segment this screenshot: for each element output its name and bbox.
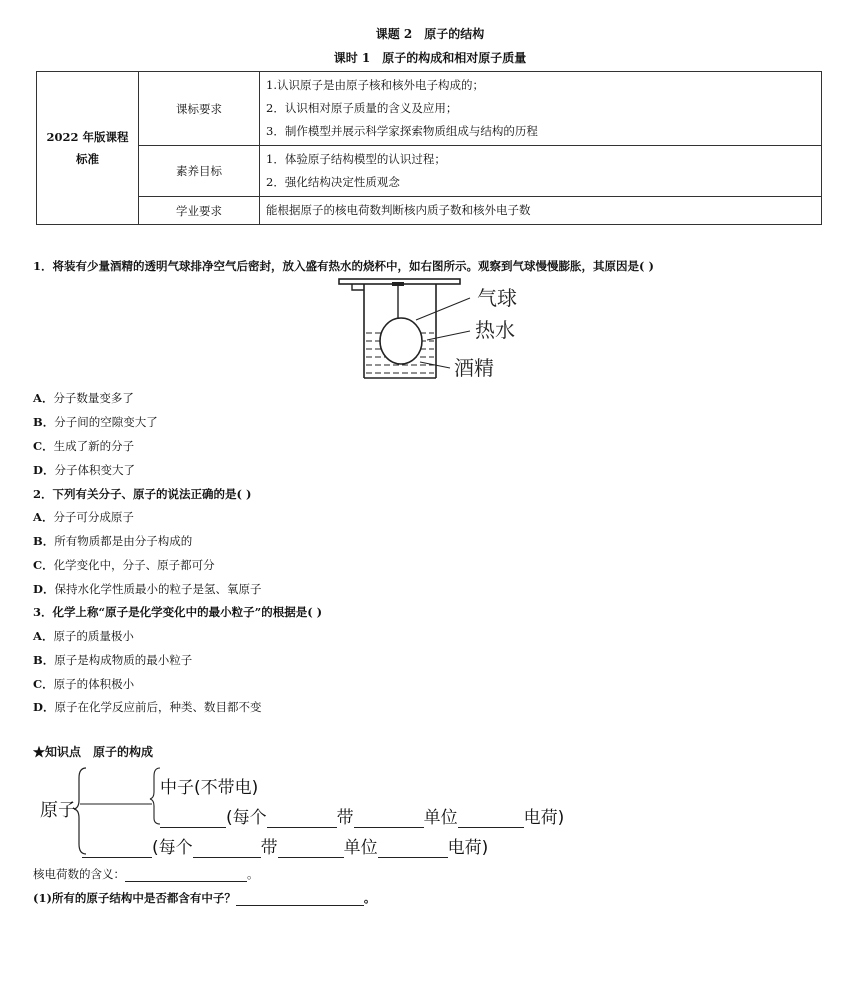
academic-line-1: 能根据原子的核电荷数判断核内质子数和核外电子数 <box>266 203 531 217</box>
q3-option-c: C．原子的体积极小 <box>33 677 135 691</box>
option-text: 原子的质量极小 <box>53 629 134 643</box>
electron-charge-blank[interactable] <box>378 837 448 858</box>
option-text: 生成了新的分子 <box>53 439 135 453</box>
option-text: 分子可分成原子 <box>53 510 134 524</box>
beaker-balloon-figure <box>330 276 530 384</box>
q1-option-d: D．分子体积变大了 <box>33 463 135 477</box>
option-key: D <box>33 463 43 477</box>
q3-option-b: B．原子是构成物质的最小粒子 <box>33 653 193 667</box>
nuclear-charge-blank[interactable] <box>125 868 247 882</box>
q1-option-c: C．生成了新的分子 <box>33 439 135 453</box>
option-text: 原子是构成物质的最小粒子 <box>54 653 193 667</box>
academic-requirements-cell <box>260 197 822 225</box>
option-text: 化学变化中，分子、原子都可分 <box>53 558 215 572</box>
q2-option-a: A．分子可分成原子 <box>33 510 134 524</box>
q3-option-a: A．原子的质量极小 <box>33 629 134 643</box>
each-text: (每个 <box>226 808 267 828</box>
label-balloon: 气球 <box>477 286 517 310</box>
option-key: C <box>33 558 43 572</box>
neutron-question-text: (1)所有的原子结构中是否都含有中子？ <box>33 891 236 905</box>
option-text: 保持水化学性质最小的粒子是氢、氧原子 <box>54 582 262 596</box>
goal-line-2: 2．强化结构决定性质观念 <box>266 175 400 189</box>
proton-name-blank[interactable] <box>160 807 226 828</box>
charge-text: 电荷) <box>447 838 489 858</box>
option-key: C <box>33 677 43 691</box>
q2-option-b: B．所有物质都是由分子构成的 <box>33 534 193 548</box>
question-3-stem: 3．化学上称“原子是化学变化中的最小粒子”的根据是( ) <box>33 605 323 619</box>
topic-title: 课题 2 原子的结构 <box>375 27 485 41</box>
neutron-question-line <box>33 890 375 906</box>
electron-fill-line <box>82 833 488 858</box>
q2-option-c: C．化学变化中，分子、原子都可分 <box>33 558 215 572</box>
q2-option-d: D．保持水化学性质最小的粒子是氢、氧原子 <box>33 582 262 596</box>
req-line-2: 2．认识相对原子质量的含义及应用； <box>266 101 458 115</box>
charge-text: 电荷) <box>523 808 565 828</box>
period-text: 。 <box>247 867 259 881</box>
nuclear-charge-line <box>33 866 259 882</box>
nuclear-charge-prompt: 核电荷数的含义： <box>33 867 125 881</box>
neutron-label: 中子(不带电) <box>160 778 259 798</box>
lesson-title: 课时 1 原子的构成和相对原子质量 <box>333 51 527 65</box>
req-line-3: 3．制作模型并展示科学家探索物质组成与结构的历程 <box>266 124 538 138</box>
question-1-stem: 1．将装有少量酒精的透明气球排净空气后密封，放入盛有热水的烧杯中，如右图所示。观察到气球慢慢膨胀，其原因是( ) <box>33 259 654 273</box>
option-key: B <box>33 415 43 429</box>
proton-count-blank[interactable] <box>267 807 337 828</box>
option-key: A <box>33 629 42 643</box>
option-text: 原子在化学反应前后，种类、数目都不变 <box>54 700 262 714</box>
q1-option-b: B．分子间的空隙变大了 <box>33 415 158 429</box>
label-curriculum-requirements: 课标要求 <box>139 72 260 146</box>
q1-option-a: A．分子数量变多了 <box>33 391 134 405</box>
label-hot-water: 热水 <box>475 318 515 342</box>
option-text: 分子数量变多了 <box>53 391 134 405</box>
proton-fill-line <box>160 803 564 828</box>
literacy-goals-cell <box>260 146 822 197</box>
standards-row-header <box>37 72 139 225</box>
option-key: C <box>33 439 43 453</box>
option-key: D <box>33 700 43 714</box>
option-key: A <box>33 391 42 405</box>
req-line-1: 1.认识原子是由原子核和核外电子构成的； <box>266 78 484 92</box>
option-key: B <box>33 534 43 548</box>
period-text: 。 <box>363 891 376 905</box>
neutron-answer-blank[interactable] <box>236 892 364 906</box>
option-key: D <box>33 582 43 596</box>
option-text: 分子间的空隙变大了 <box>54 415 158 429</box>
q3-option-d: D．原子在化学反应前后，种类、数目都不变 <box>33 700 262 714</box>
each-text: (每个 <box>152 838 193 858</box>
label-literacy-goals: 素养目标 <box>139 146 260 197</box>
question-2-stem: 2．下列有关分子、原子的说法正确的是( ) <box>33 487 252 501</box>
curriculum-requirements-cell <box>260 72 822 146</box>
unit-text: 单位 <box>423 808 458 828</box>
option-key: A <box>33 510 42 524</box>
goal-line-1: 1．体验原子结构模型的认识过程； <box>266 152 446 166</box>
knowledge-heading: ★知识点 原子的构成 <box>33 745 154 759</box>
option-text: 分子体积变大了 <box>54 463 135 477</box>
unit-text: 单位 <box>343 838 378 858</box>
option-text: 所有物质都是由分子构成的 <box>54 534 193 548</box>
electron-name-blank[interactable] <box>82 837 152 858</box>
standards-row-header-text: 2022 年版课程标准 <box>46 130 129 166</box>
electron-unit-blank[interactable] <box>278 837 344 858</box>
proton-unit-blank[interactable] <box>354 807 424 828</box>
curriculum-standards-table <box>36 71 822 225</box>
label-alcohol: 酒精 <box>454 356 494 380</box>
option-text: 原子的体积极小 <box>53 677 135 691</box>
electron-count-blank[interactable] <box>193 837 261 858</box>
option-key: B <box>33 653 43 667</box>
proton-charge-blank[interactable] <box>458 807 524 828</box>
carries-text: 带 <box>336 808 354 828</box>
label-academic-requirements: 学业要求 <box>139 197 260 225</box>
atom-label: 原子 <box>40 800 76 821</box>
carries-text: 带 <box>260 838 278 858</box>
